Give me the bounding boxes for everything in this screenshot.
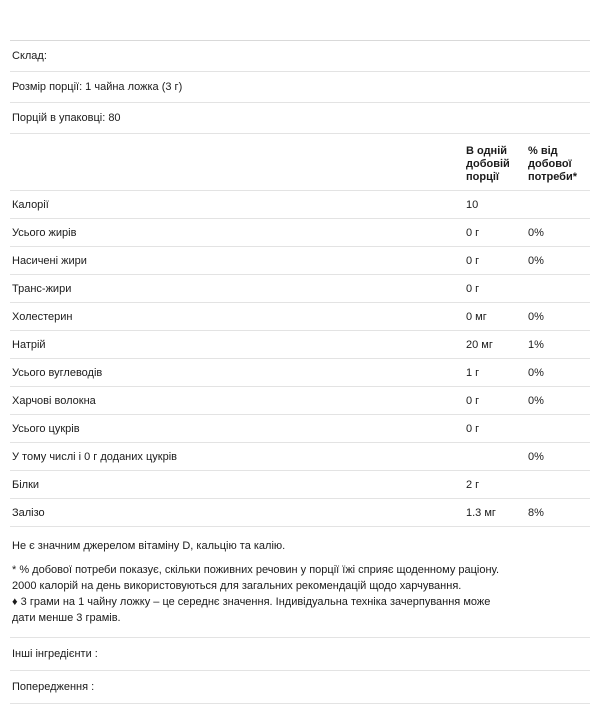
nutrient-name: У тому числі і 0 г доданих цукрів <box>12 451 177 463</box>
nutrient-name: Усього вуглеводів <box>12 367 103 379</box>
table-row <box>10 247 590 275</box>
nutrient-amount: 10 <box>466 199 479 211</box>
table-header-dv-line1: % від <box>528 145 558 157</box>
not-significant-source-note: Не є значним джерелом вітаміну D, кальцію та калію. <box>12 540 286 552</box>
table-row <box>10 471 590 499</box>
table-row <box>10 415 590 443</box>
nutrient-name: Холестерин <box>12 311 73 323</box>
table-header-dv-line3: потреби* <box>528 171 578 183</box>
other-ingredients-section <box>10 637 590 670</box>
nutrient-amount: 1.3 мг <box>466 507 496 519</box>
warning-section <box>10 670 590 704</box>
table-row <box>10 331 590 359</box>
table-header-amount-line3: порції <box>466 171 499 183</box>
nutrient-amount: 1 г <box>466 367 480 379</box>
nutrient-name: Харчові волокна <box>12 395 96 407</box>
nutrient-name: Натрій <box>12 339 46 351</box>
table-row <box>10 387 590 415</box>
table-row <box>10 303 590 331</box>
table-header-row <box>10 134 590 191</box>
table-header-amount-line2: добовій <box>466 158 510 170</box>
footnote-scoop-2: дати менше 3 грамів. <box>12 612 121 624</box>
table-header-amount-line1: В одній <box>466 145 508 157</box>
nutrient-dv: 8% <box>528 507 544 519</box>
nutrient-amount: 0 г <box>466 255 480 267</box>
nutrient-dv: 0% <box>528 367 544 379</box>
nutrient-name: Усього цукрів <box>12 423 80 435</box>
table-header-dv-line2: добової <box>528 158 572 170</box>
ingredients-heading-row <box>10 41 590 72</box>
nutrient-amount: 0 г <box>466 283 480 295</box>
table-row <box>10 219 590 247</box>
nutrient-name: Калорії <box>12 199 49 211</box>
nutrient-dv: 0% <box>528 255 544 267</box>
footnote-daily-value: * % добової потреби показує, скільки поживних речовин у порції їжі сприяє щоденному раціону. <box>12 564 499 576</box>
nutrient-name: Залізо <box>12 507 45 519</box>
nutrient-dv: 0% <box>528 451 544 463</box>
nutrient-amount: 0 мг <box>466 311 487 323</box>
nutrient-amount: 20 мг <box>466 339 493 351</box>
serving-size-text: Розмір порції: 1 чайна ложка (3 г) <box>12 81 183 93</box>
servings-per-container-text: Порцій в упаковці: 80 <box>12 112 121 124</box>
nutrient-name: Білки <box>12 479 40 491</box>
nutrient-dv: 0% <box>528 311 544 323</box>
table-row <box>10 191 590 219</box>
footnote-scoop-1: ♦ 3 грами на 1 чайну ложку – це середнє значення. Індивідуальна техніка зачерпування може <box>12 596 491 608</box>
ingredients-heading: Склад: <box>12 50 47 62</box>
nutrient-name: Насичені жири <box>12 255 87 267</box>
nutrient-name: Транс-жири <box>12 283 72 295</box>
nutrient-dv: 1% <box>528 339 544 351</box>
nutrient-dv: 0% <box>528 227 544 239</box>
nutrient-amount: 0 г <box>466 423 480 435</box>
table-row <box>10 443 590 471</box>
nutrient-amount: 0 г <box>466 227 480 239</box>
warning-label: Попередження : <box>12 681 95 693</box>
nutrient-dv: 0% <box>528 395 544 407</box>
other-ingredients-label: Інші інгредієнти : <box>12 648 98 660</box>
nutrient-amount: 2 г <box>466 479 480 491</box>
nutrient-name: Усього жирів <box>12 227 77 239</box>
servings-per-container-row <box>10 103 590 134</box>
footnote-calories: 2000 калорій на день використовуються для загальних рекомендацій щодо харчування. <box>12 580 462 592</box>
footnotes <box>10 527 590 637</box>
table-row <box>10 275 590 303</box>
table-header-amount <box>466 145 528 184</box>
table-row <box>10 499 590 527</box>
table-header-daily-value <box>528 145 588 184</box>
serving-size-row <box>10 72 590 103</box>
nutrient-amount: 0 г <box>466 395 480 407</box>
table-row <box>10 359 590 387</box>
